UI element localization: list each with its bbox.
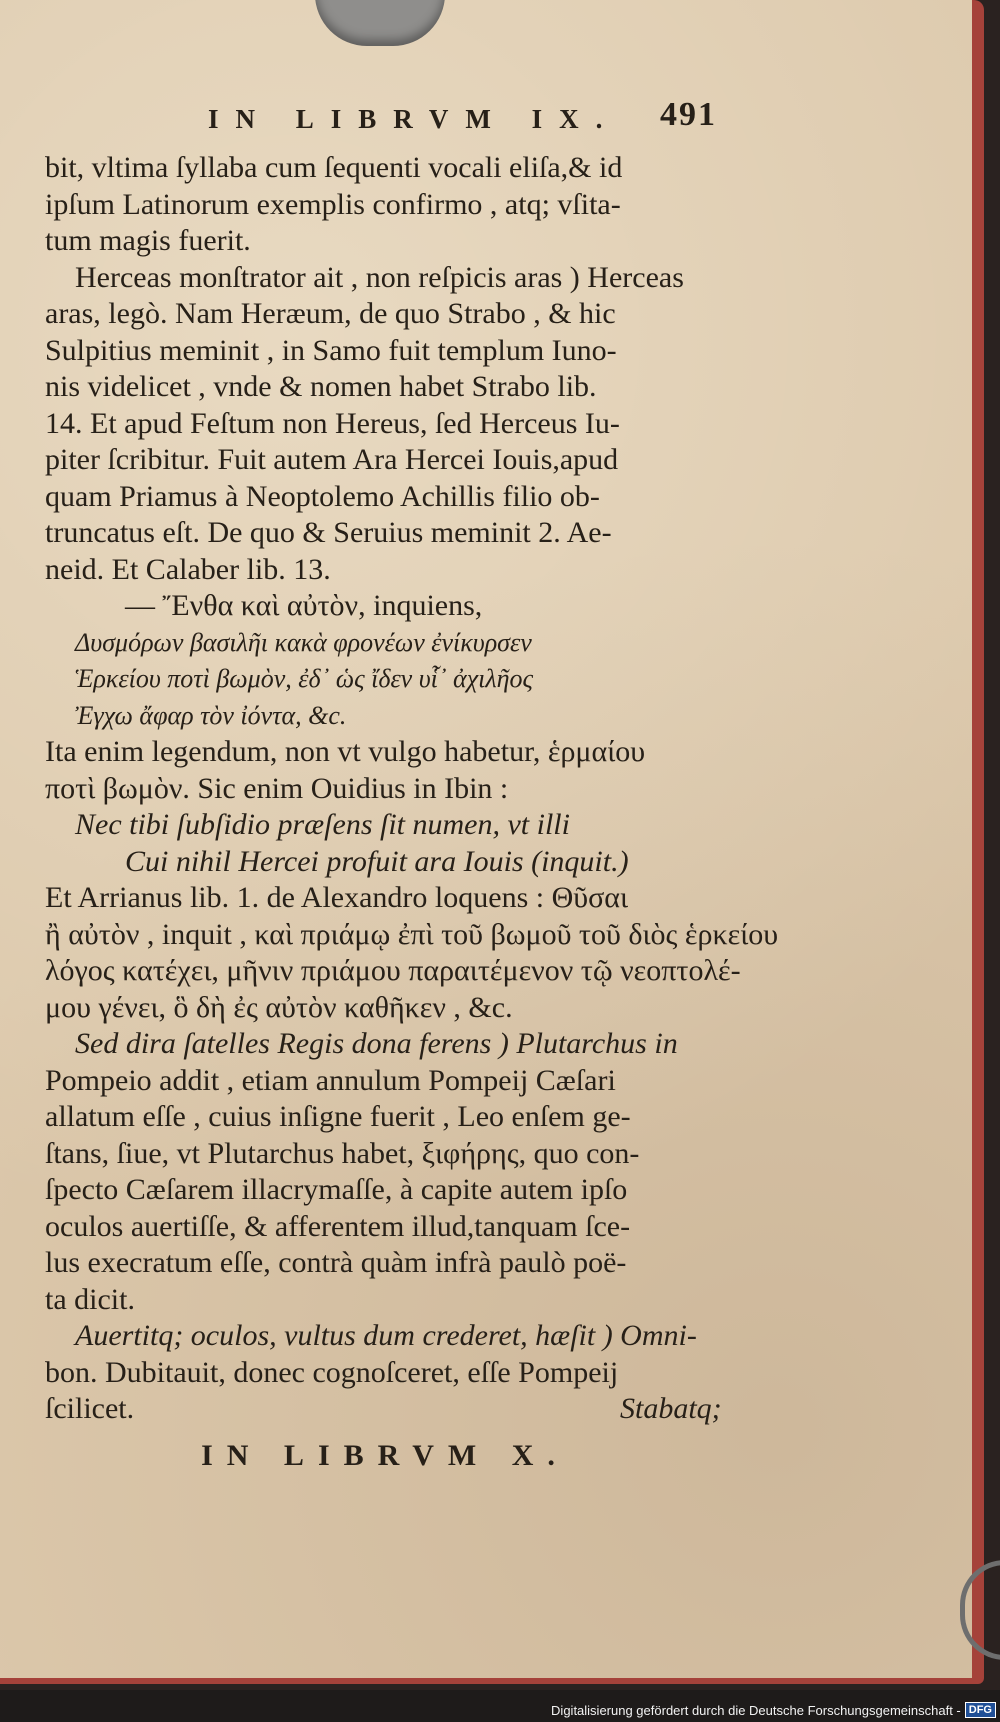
text-line: 14. Et apud Feſtum non Hereus, ſed Herceus Iu- xyxy=(45,406,620,440)
text-line: Ἐγχω ἄφαρ τὸν ἰόντα, &c. xyxy=(75,700,347,730)
text-line: ſpecto Cæſarem illacrymaſſe, à capite autem ipſo xyxy=(45,1173,628,1206)
text-line: Sulpitius meminit , in Samo fuit templum Iuno- xyxy=(45,333,617,367)
text-line: ſtans, ſiue, vt Plutarchus habet, ξιφήρης, quo con- xyxy=(45,1136,640,1170)
running-head: IN LIBRVM IX. xyxy=(208,104,620,134)
text-line: piter ſcribitur. Fuit autem Ara Hercei Iouis,apud xyxy=(45,443,619,476)
text-line: lus execratum eſſe, contrà quàm infrà paulò poë- xyxy=(45,1246,627,1279)
text-line: aras, legò. Nam Heræum, de quo Strabo , & hic xyxy=(45,297,616,330)
text-line: tum magis fuerit. xyxy=(45,224,251,257)
text-line: μου γένει, ὃ δὴ ἐς αὐτὸν καθῆκεν , &c. xyxy=(45,990,513,1024)
text-line: nis videlicet , vnde & nomen habet Strabo lib. xyxy=(45,370,597,403)
text-line: Pompeio addit , etiam annulum Pompeij Cæſari xyxy=(45,1063,616,1097)
text-line: Sed dira ſatelles Regis dona ferens ) Plutarchus in xyxy=(75,1027,678,1060)
text-line: ἢ αὐτὸν , inquit , καὶ πριάμῳ ἐπὶ τοῦ βωμοῦ τοῦ διὸς ἑρκείου xyxy=(45,917,779,951)
text-line: ποτὶ βωμὸν. Sic enim Ouidius in Ibin : xyxy=(45,771,509,805)
text-line: λόγος κατέχει, μῆνιν πριάμου παραιτέμενον τῷ νεοπτολέ- xyxy=(45,954,741,987)
text-line: bon. Dubitauit, donec cognoſceret, eſſe Pompeij xyxy=(45,1355,619,1389)
text-line: Nec tibi ſubſidio præſens ſit numen, vt illi xyxy=(75,808,570,841)
text-line: truncatus eſt. De quo & Seruius meminit 2. Ae- xyxy=(45,516,612,549)
page-number: 491 xyxy=(660,96,717,133)
footer-text: Digitalisierung gefördert durch die Deutsche Forschungsgemeinschaft - xyxy=(551,1702,961,1718)
text-line: neid. Et Calaber lib. 13. xyxy=(45,552,331,586)
text-line: bit, vltima ſyllaba cum ſequenti vocali eliſa,& id xyxy=(45,151,623,184)
text-line: ſcilicet. xyxy=(45,1392,135,1425)
text-line: ipſum Latinorum exemplis confirmo , atq; vſita- xyxy=(45,187,621,221)
text-line: Ita enim legendum, non vt vulgo habetur, ἑρμαίου xyxy=(45,735,646,768)
text-line: Herceas monſtrator ait , non reſpicis aras ) Herceas xyxy=(75,260,684,294)
catchword: Stabatq; xyxy=(620,1392,722,1425)
text-line: Et Arrianus lib. 1. de Alexandro loquens : Θῦσαι xyxy=(45,881,629,914)
section-heading: IN LIBRVM X. xyxy=(201,1438,569,1472)
text-line: Cui nihil Hercei profuit ara Iouis (inquit.) xyxy=(125,844,629,878)
text-line: oculos auertiſſe, & afferentem illud,tanquam ſce- xyxy=(45,1209,631,1243)
digitization-footer xyxy=(551,1702,996,1718)
text-line: — Ἔνθα καὶ αὐτὸν, inquiens, xyxy=(125,589,483,622)
text-line: Auertitq; oculos, vultus dum crederet, hæſit ) Omni- xyxy=(75,1319,697,1352)
text-line: quam Priamus à Neoptolemo Achillis filio ob- xyxy=(45,479,600,513)
dfg-logo: DFG xyxy=(965,1702,996,1718)
text-line: Ἑρκείου ποτὶ βωμὸν, ἐδ᾽ ὡς ἴδεν υἷ᾽ ἀχιλῆος xyxy=(75,664,534,693)
text-line: ta dicit. xyxy=(45,1282,135,1316)
text-line: allatum eſſe , cuius inſigne fuerit , Leo enſem ge- xyxy=(45,1100,631,1133)
text-line: Δυσμόρων βασιλῆι κακὰ φρονέων ἐνίκυρσεν xyxy=(75,627,532,657)
text-block xyxy=(45,150,779,1482)
